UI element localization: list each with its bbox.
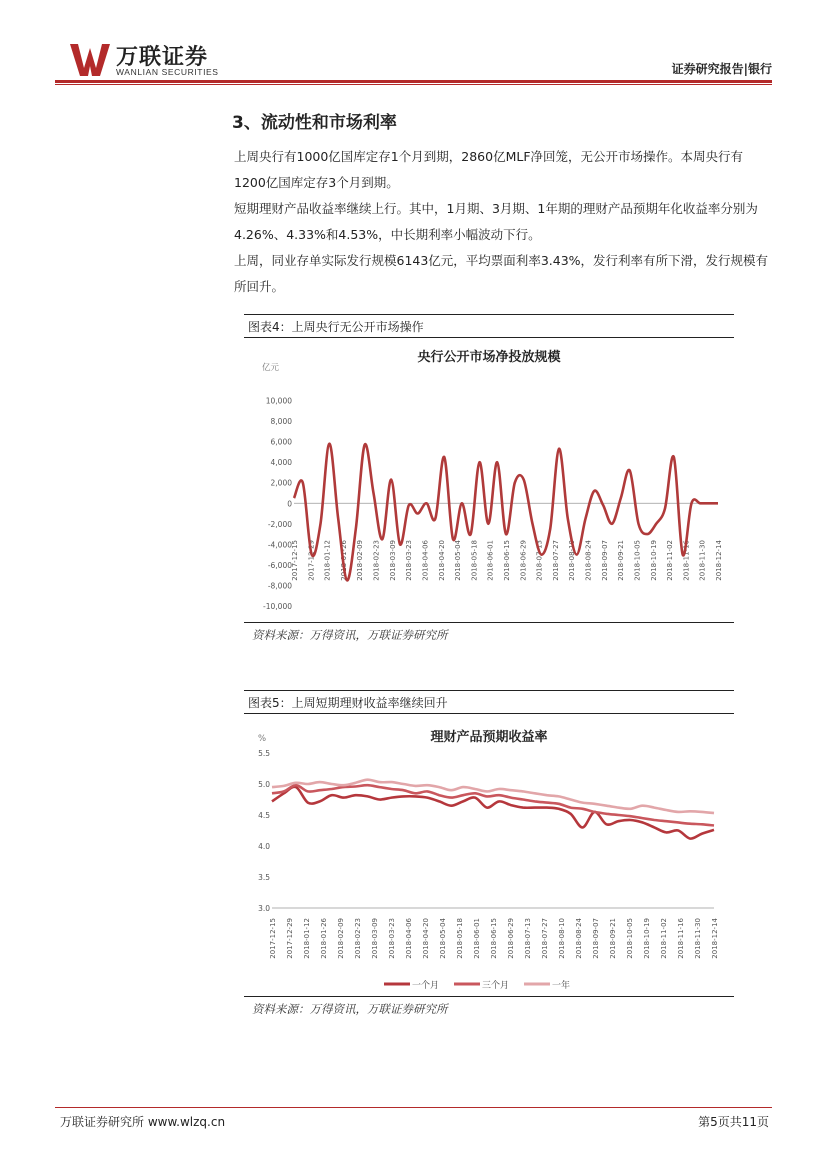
chart2-ytick-label: 3.0 — [258, 904, 270, 913]
chart2-xtick-label: 2018-05-04 — [439, 918, 447, 959]
chart1-ytick-label: 8,000 — [270, 417, 292, 427]
chart1-xtick-label: 2017-12-29 — [307, 540, 316, 581]
figure4-caption: 图表4：上周央行无公开市场操作 — [244, 314, 734, 338]
chart2-unit-label: % — [258, 734, 267, 744]
chart1-xtick-label: 2018-12-14 — [715, 540, 723, 581]
chart1-xtick-label: 2018-07-27 — [551, 540, 560, 581]
chart2-xtick-label: 2017-12-29 — [286, 918, 294, 959]
section-title: 3、流动性和市场利率 — [232, 113, 397, 133]
chart2-xtick-label: 2018-05-18 — [456, 918, 464, 959]
chart2-ytick-label: 4.0 — [258, 842, 270, 851]
figure5-source: 资料来源：万得资讯，万联证券研究所 — [244, 996, 734, 1020]
chart2-legend-label: 一个月 — [412, 981, 440, 991]
chart1-xtick-label: 2018-07-13 — [535, 540, 544, 581]
net-injection-chart — [244, 340, 734, 620]
chart2-xtick-label: 2018-06-29 — [507, 918, 515, 959]
logo-text-cn: 万联证券 — [116, 45, 209, 70]
chart1-unit-label: 亿元 — [262, 363, 280, 373]
chart1-xtick-label: 2018-09-21 — [617, 540, 626, 581]
chart2-xtick-label: 2018-10-05 — [626, 918, 634, 959]
chart1-ytick-label: 4,000 — [270, 458, 292, 468]
chart2-ytick-label: 4.5 — [258, 811, 270, 820]
chart2-xtick-label: 2018-04-06 — [405, 918, 413, 959]
chart2-xtick-label: 2018-07-13 — [524, 918, 532, 959]
chart2-legend-label: 一年 — [552, 981, 571, 991]
chart1-xtick-label: 2018-05-18 — [470, 540, 479, 581]
chart2-xtick-label: 2018-09-07 — [592, 918, 600, 959]
chart2-xtick-label: 2018-03-09 — [371, 918, 379, 959]
chart1-xtick-label: 2018-06-01 — [486, 540, 495, 581]
chart1-xtick-label: 2018-05-04 — [454, 540, 463, 581]
chart2-xtick-label: 2018-10-19 — [643, 918, 651, 959]
header-divider — [55, 80, 772, 83]
chart1-ytick-label: 10,000 — [265, 396, 292, 406]
header-divider-thin — [55, 84, 772, 85]
chart2-xtick-label: 2018-01-12 — [303, 918, 311, 959]
paragraph-3: 上周，同业存单实际发行规模6143亿元，平均票面利率3.43%，发行利率有所下滑，发行规模有所回升。 — [234, 253, 769, 294]
chart1-xtick-label: 2018-10-19 — [649, 540, 658, 581]
chart1-xtick-label: 2018-09-07 — [600, 540, 609, 581]
chart2-legend-label: 三个月 — [482, 981, 510, 991]
chart2-xtick-label: 2018-01-26 — [320, 918, 328, 959]
chart1-ytick-label: -8,000 — [267, 581, 292, 591]
chart2-xtick-label: 2018-08-10 — [558, 918, 566, 959]
chart1-xtick-label: 2018-02-09 — [356, 540, 365, 581]
chart2-xtick-label: 2018-12-14 — [711, 918, 719, 959]
chart2-xtick-label: 2018-06-01 — [473, 918, 481, 959]
chart1-title: 央行公开市场净投放规模 — [417, 350, 561, 365]
chart2-xtick-label: 2018-07-27 — [541, 918, 549, 959]
chart1-ytick-label: -10,000 — [263, 602, 292, 611]
wealth-yield-chart — [244, 716, 734, 996]
chart2-xtick-label: 2018-09-21 — [609, 918, 617, 959]
chart2-xtick-label: 2018-11-30 — [694, 918, 702, 959]
logo-text-en: WANLIAN SECURITIES — [116, 67, 219, 77]
chart1-ytick-label: 6,000 — [270, 437, 292, 447]
chart1-ytick-label: 0 — [287, 499, 292, 509]
chart1-ytick-label: -2,000 — [267, 519, 292, 529]
footer-left-text: 万联证券研究所 www.wlzq.cn — [60, 1115, 226, 1129]
figure5-caption: 图表5：上周短期理财收益率继续回升 — [244, 690, 734, 714]
chart2-xtick-label: 2018-03-23 — [388, 918, 396, 959]
chart1-xtick-label: 2017-12-15 — [291, 540, 299, 581]
chart1-xtick-label: 2018-11-16 — [682, 540, 691, 581]
chart2-xtick-label: 2018-02-23 — [354, 918, 362, 959]
paragraph-1: 上周央行有1000亿国库定存1个月到期，2860亿MLF净回笼，无公开市场操作。本周央行有1200亿国库定存3个月到期。 — [234, 149, 744, 190]
chart1-xtick-label: 2018-01-12 — [323, 540, 332, 581]
chart2-ytick-label: 5.0 — [258, 780, 270, 789]
chart1-xtick-label: 2018-10-05 — [633, 540, 642, 581]
chart2-xtick-label: 2018-04-20 — [422, 918, 430, 959]
chart1-ytick-label: -4,000 — [267, 540, 292, 550]
figure4-source: 资料来源：万得资讯，万联证券研究所 — [244, 622, 734, 646]
chart1-xtick-label: 2018-11-30 — [698, 540, 707, 581]
chart2-xtick-label: 2018-06-15 — [490, 918, 498, 959]
chart2-xtick-label: 2018-11-16 — [677, 918, 685, 959]
chart1-xtick-label: 2018-01-26 — [339, 540, 348, 581]
chart1-xtick-label: 2018-08-24 — [584, 540, 593, 581]
chart1-xtick-label: 2018-11-02 — [666, 540, 675, 581]
chart2-xtick-label: 2018-11-02 — [660, 918, 668, 959]
wanlian-logo-icon — [70, 42, 110, 78]
page-number: 第5页共11页 — [698, 1115, 769, 1129]
footer-divider — [55, 1107, 772, 1108]
chart1-xtick-label: 2018-02-23 — [372, 540, 381, 581]
chart1-xtick-label: 2018-03-23 — [405, 540, 414, 581]
chart1-xtick-label: 2018-04-20 — [437, 540, 446, 581]
chart1-ytick-label: -6,000 — [267, 560, 292, 570]
chart2-title: 理财产品预期收益率 — [430, 730, 548, 745]
chart1-xtick-label: 2018-03-09 — [388, 540, 397, 581]
document-type-label: 证券研究报告|银行 — [671, 62, 772, 76]
chart1-xtick-label: 2018-06-29 — [519, 540, 528, 581]
chart2-ytick-label: 5.5 — [258, 749, 270, 758]
chart2-xtick-label: 2018-08-24 — [575, 918, 583, 959]
chart1-xtick-label: 2018-04-06 — [421, 540, 430, 581]
chart2-xtick-label: 2018-02-09 — [337, 918, 345, 959]
chart1-xtick-label: 2018-06-15 — [503, 540, 511, 581]
chart2-xtick-label: 2017-12-15 — [269, 918, 277, 959]
chart1-xtick-label: 2018-08-10 — [568, 540, 577, 581]
chart1-ytick-label: 2,000 — [270, 478, 292, 488]
chart2-ytick-label: 3.5 — [258, 873, 270, 882]
paragraph-2: 短期理财产品收益率继续上行。其中，1月期、3月期、1年期的理财产品预期年化收益率分别为4.26%、4.33%和4.53%，中长期利率小幅波动下行。 — [234, 201, 758, 242]
